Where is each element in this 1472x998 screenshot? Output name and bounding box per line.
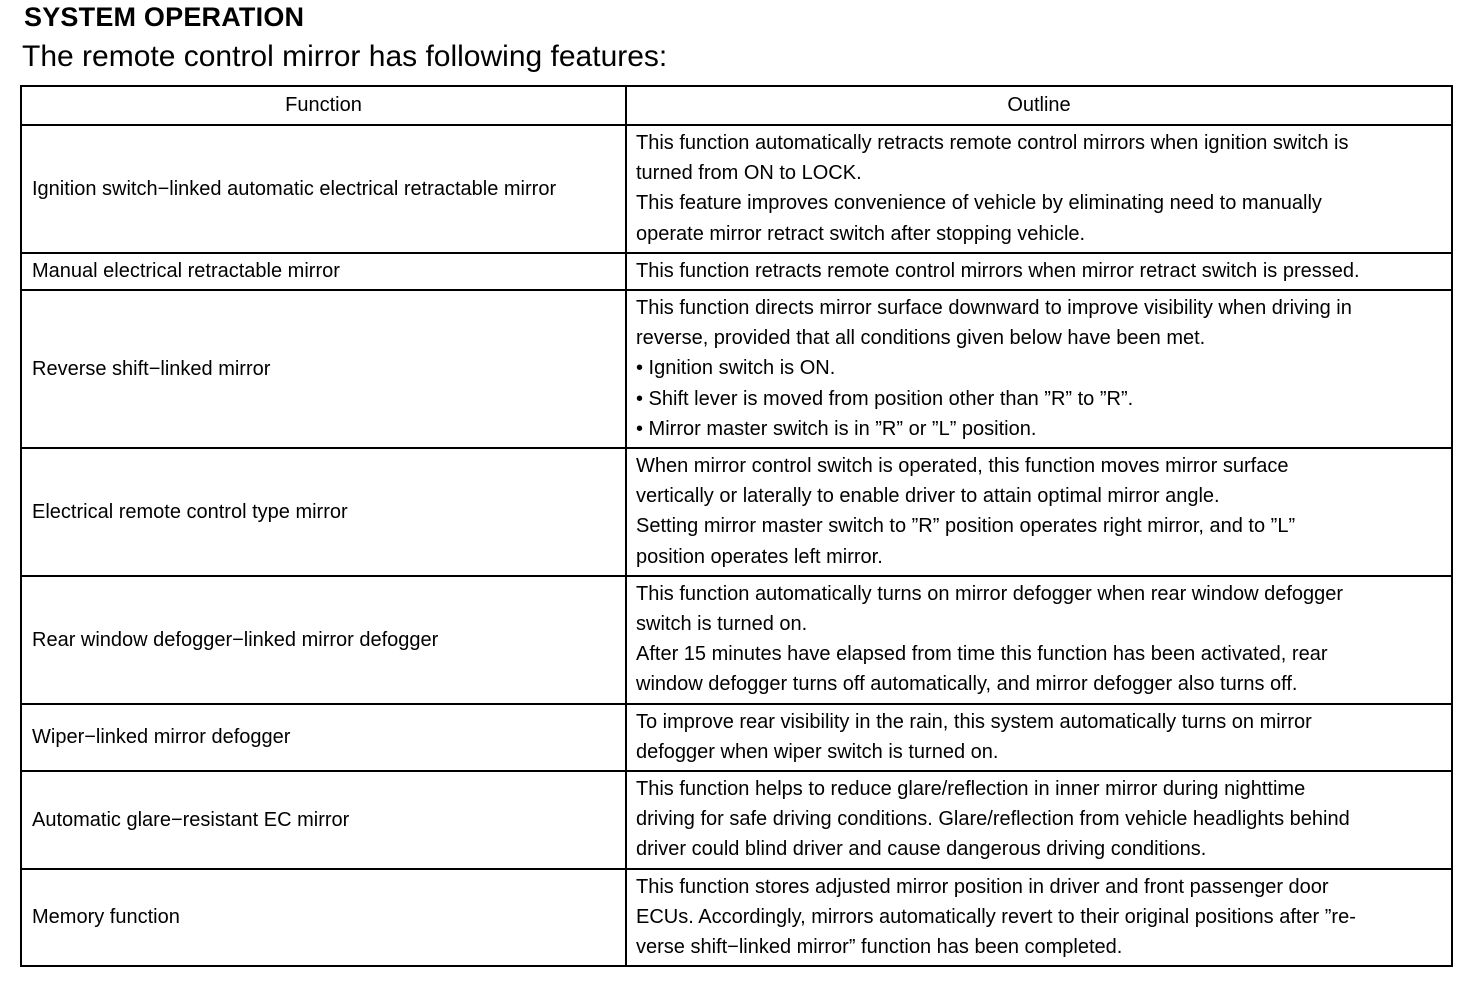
outline-line: This function retracts remote control mirrors when mirror retract switch is pressed. [636, 259, 1360, 282]
outline-line: This function directs mirror surface downward to improve visibility when driving in [636, 297, 1352, 320]
outline-cell [626, 869, 1452, 967]
outline-cell [626, 771, 1452, 869]
outline-line: vertically or laterally to enable driver to attain optimal mirror angle. [636, 485, 1220, 508]
table-row [21, 290, 1452, 448]
outline-line: position operates left mirror. [636, 545, 883, 568]
function-cell: Manual electrical retractable mirror [21, 253, 626, 290]
header-outline: Outline [626, 86, 1452, 125]
outline-line: Setting mirror master switch to ”R” position operates right mirror, and to ”L” [636, 515, 1296, 538]
table-row [21, 125, 1452, 253]
outline-line: To improve rear visibility in the rain, this system automatically turns on mirror [636, 710, 1312, 733]
outline-line: driving for safe driving conditions. Glare/reflection from vehicle headlights behind [636, 808, 1350, 831]
header-function: Function [21, 86, 626, 125]
outline-cell [626, 448, 1452, 576]
outline-bullet: • Mirror master switch is in ”R” or ”L” position. [636, 417, 1037, 440]
function-cell: Wiper−linked mirror defogger [21, 704, 626, 771]
outline-line: This function automatically turns on mirror defogger when rear window defogger [636, 582, 1344, 605]
function-cell: Electrical remote control type mirror [21, 448, 626, 576]
outline-line: reverse, provided that all conditions given below have been met. [636, 327, 1206, 350]
outline-line: This function stores adjusted mirror position in driver and front passenger door [636, 875, 1329, 898]
outline-line: This function automatically retracts remote control mirrors when ignition switch is [636, 132, 1349, 154]
outline-cell [626, 704, 1452, 771]
outline-line: This feature improves convenience of vehicle by eliminating need to manually [636, 192, 1322, 215]
function-cell: Ignition switch−linked automatic electrical retractable mirror [21, 125, 626, 253]
intro-text: The remote control mirror has following features: [22, 40, 668, 73]
outline-cell [626, 253, 1452, 290]
outline-line: switch is turned on. [636, 613, 808, 636]
features-table [20, 85, 1453, 967]
page-heading: SYSTEM OPERATION [24, 2, 305, 32]
table-row [21, 704, 1452, 771]
outline-line: ECUs. Accordingly, mirrors automatically revert to their original positions after ”re- [636, 905, 1356, 928]
outline-line: driver could blind driver and cause dangerous driving conditions. [636, 838, 1207, 861]
outline-cell [626, 125, 1452, 253]
table-row [21, 869, 1452, 967]
outline-cell [626, 576, 1452, 704]
outline-line: window defogger turns off automatically, and mirror defogger also turns off. [636, 673, 1298, 696]
outline-line: operate mirror retract switch after stopping vehicle. [636, 222, 1086, 245]
table-row [21, 448, 1452, 576]
function-cell: Rear window defogger−linked mirror defogger [21, 576, 626, 704]
outline-line: turned from ON to LOCK. [636, 162, 862, 185]
outline-line: defogger when wiper switch is turned on. [636, 740, 999, 763]
outline-bullet: • Shift lever is moved from position other than ”R” to ”R”. [636, 387, 1134, 410]
outline-line: This function helps to reduce glare/reflection in inner mirror during nighttime [636, 778, 1306, 801]
function-cell: Automatic glare−resistant EC mirror [21, 771, 626, 869]
table-row [21, 576, 1452, 704]
function-cell: Reverse shift−linked mirror [21, 290, 626, 448]
outline-line: verse shift−linked mirror” function has been completed. [636, 936, 1123, 959]
function-cell: Memory function [21, 869, 626, 967]
outline-line: After 15 minutes have elapsed from time this function has been activated, rear [636, 643, 1328, 666]
outline-line: When mirror control switch is operated, this function moves mirror surface [636, 455, 1289, 478]
outline-cell [626, 290, 1452, 448]
table-header-row [21, 86, 1452, 125]
table-row [21, 771, 1452, 869]
table-row [21, 253, 1452, 290]
outline-bullet: • Ignition switch is ON. [636, 357, 836, 380]
